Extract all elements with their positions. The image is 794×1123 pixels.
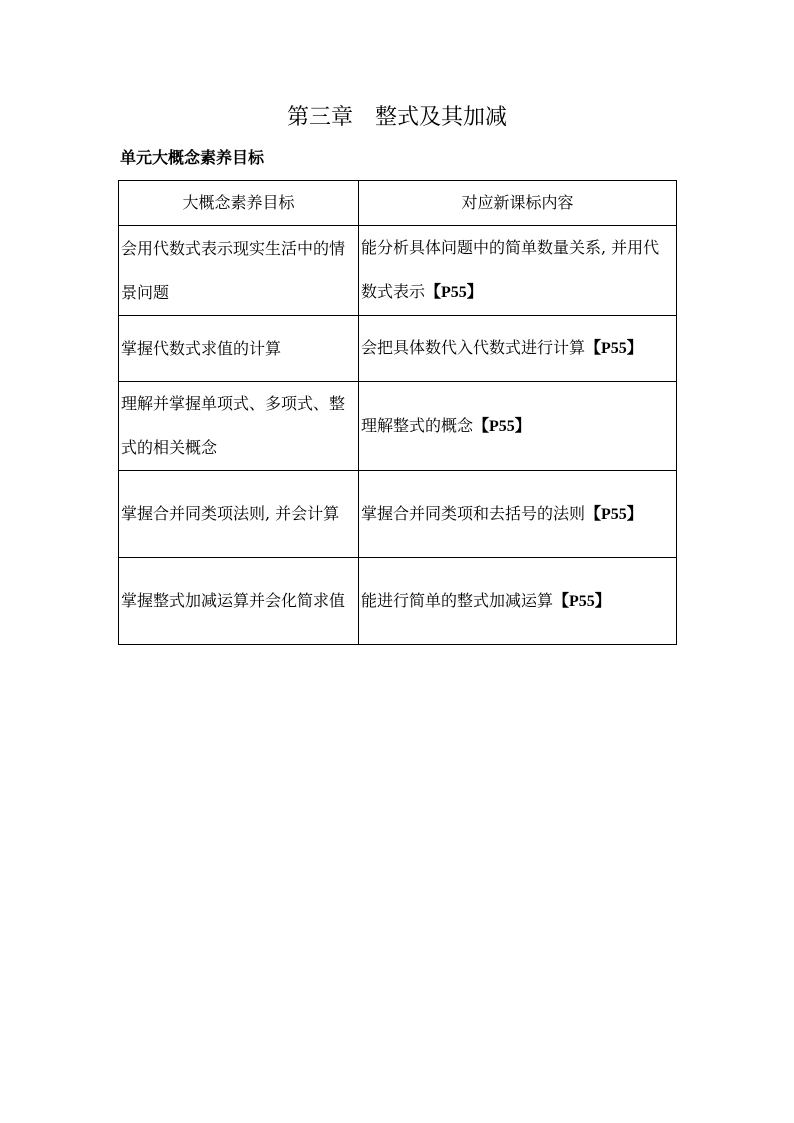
page-reference: 【P55】 [473,417,531,435]
header-goal: 大概念素养目标 [119,181,359,226]
page-reference: 【P55】 [553,592,611,610]
content-text: 掌握合并同类项和去括号的法则 [361,503,586,523]
table-header-row [119,181,677,226]
goals-table [118,180,677,645]
page-reference: 【P55】 [425,284,483,301]
page-reference: 【P55】 [585,340,643,357]
content-cell [359,471,677,558]
goal-cell: 理解并掌握单项式、多项式、整式的相关概念 [119,382,359,471]
goal-cell: 会用代数式表示现实生活中的情景问题 [119,226,359,316]
table-row [119,382,677,471]
goal-cell: 掌握合并同类项法则, 并会计算 [119,471,359,558]
content-text: 理解整式的概念 [361,415,474,435]
chapter-title: 第三章 整式及其加减 [286,105,507,130]
content-text: 能分析具体问题中的简单数量关系, 并用代数式表示 [361,238,660,301]
content-cell [359,226,677,316]
content-text: 能进行简单的整式加减运算 [361,590,554,610]
table-row [119,471,677,558]
section-title: 单元大概念素养目标 [120,148,265,167]
goal-cell: 掌握整式加减运算并会化简求值 [119,558,359,645]
content-cell [359,316,677,382]
table-row [119,558,677,645]
content-cell [359,382,677,471]
table-row [119,316,677,382]
content-text: 会把具体数代入代数式进行计算 [361,338,586,357]
goal-cell: 掌握代数式求值的计算 [119,316,359,382]
table-row [119,226,677,316]
page-reference: 【P55】 [585,505,643,523]
header-content: 对应新课标内容 [359,181,677,226]
content-cell [359,558,677,645]
